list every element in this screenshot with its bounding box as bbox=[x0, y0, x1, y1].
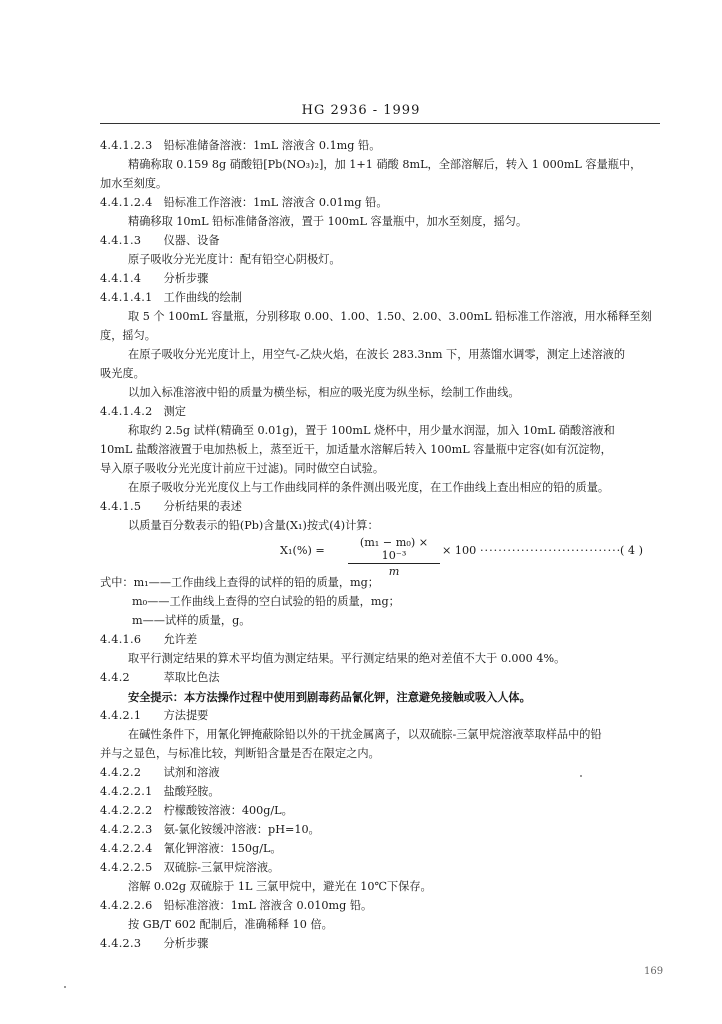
clause-4-4-1-6 bbox=[100, 632, 722, 648]
clause-title: 允许差 bbox=[163, 633, 198, 646]
clause-title: 氨-氯化铵缓冲溶液：pH=10。 bbox=[163, 823, 320, 836]
paragraph-line: 取 5 个 100mL 容量瓶，分别移取 0.00、1.00、1.50、2.00、3.00mL 铅标准工作溶液，用水稀释至刻 bbox=[128, 310, 652, 323]
clause-number: 4.4.2.2.5 bbox=[100, 861, 153, 874]
clause-number: 4.4.1.3 bbox=[100, 234, 142, 247]
paragraph-line: 取平行测定结果的算术平均值为测定结果。平行测定结果的绝对差值不大于 0.000 4%。 bbox=[128, 652, 566, 665]
paragraph-line: 10mL 盐酸溶液置于电加热板上，蒸至近干，加适量水溶解后转入 100mL 容量瓶中定容(如有沉淀物， bbox=[100, 443, 612, 456]
clause-number: 4.4.2.3 bbox=[100, 937, 142, 950]
clause-title: 氰化钾溶液：150g/L。 bbox=[163, 842, 282, 855]
clause-4-4-2-2-5 bbox=[100, 860, 722, 876]
variable-definition: 式中：m₁——工作曲线上查得的试样的铅的质量，mg； bbox=[100, 576, 379, 589]
paragraph-line: 溶解 0.02g 双硫腙于 1L 三氯甲烷中，避光在 10℃下保存。 bbox=[128, 880, 432, 893]
clause-number: 4.4.2.2.1 bbox=[100, 785, 153, 798]
clause-title: 铅标准储备溶液：1mL 溶液含 0.1mg 铅。 bbox=[163, 139, 381, 152]
clause-title: 铅标准工作溶液：1mL 溶液含 0.01mg 铅。 bbox=[163, 196, 388, 209]
paragraph-line: 按 GB/T 602 配制后，准确稀释 10 倍。 bbox=[128, 918, 333, 931]
clause-number: 4.4.2.2.4 bbox=[100, 842, 153, 855]
clause-title: 萃取比色法 bbox=[163, 671, 220, 684]
clause-number: 4.4.2.2 bbox=[100, 766, 142, 779]
scan-speck bbox=[580, 775, 582, 777]
safety-notice: 安全提示：本方法操作过程中使用到剧毒药品氰化钾，注意避免接触或吸入人体。 bbox=[128, 690, 531, 704]
clause-4-4-1-3 bbox=[100, 233, 722, 249]
clause-number: 4.4.2.2.3 bbox=[100, 823, 153, 836]
variable-definition: m₀——工作曲线上查得的空白试验的铅的质量，mg； bbox=[132, 595, 400, 608]
clause-4-4-2-2-3 bbox=[100, 822, 722, 838]
paragraph-line: 精确称取 0.159 8g 硝酸铅[Pb(NO₃)₂]，加 1+1 硝酸 8mL，全部溶解后，转入 1 000mL 容量瓶中， bbox=[128, 158, 642, 171]
clause-4-4-2 bbox=[100, 670, 722, 686]
variable-definition: m——试样的质量，g。 bbox=[132, 614, 251, 627]
paragraph-line: 精确移取 10mL 铅标准储备溶液，置于 100mL 容量瓶中，加水至刻度，摇匀。 bbox=[128, 215, 528, 228]
equation-number: ( 4 ) bbox=[620, 544, 643, 557]
paragraph-line: 在碱性条件下，用氰化钾掩蔽除铅以外的干扰金属离子，以双硫腙-三氯甲烷溶液萃取样品中的铅 bbox=[128, 728, 602, 741]
paragraph-line: 在原子吸收分光光度计上，用空气-乙炔火焰，在波长 283.3nm 下，用蒸馏水调零，测定上述溶液的 bbox=[128, 348, 626, 361]
clause-4-4-1-4-2 bbox=[100, 404, 722, 420]
clause-number: 4.4.1.2.3 bbox=[100, 139, 153, 152]
formula-numerator: (m₁ − m₀) × 10⁻³ bbox=[348, 536, 440, 564]
formula-lhs: X₁(%) = bbox=[280, 544, 325, 557]
clause-title: 仪器、设备 bbox=[163, 234, 220, 247]
clause-title: 方法提要 bbox=[163, 709, 209, 722]
formula-leader-dots: ······························· bbox=[480, 544, 622, 557]
clause-4-4-1-2-3 bbox=[100, 138, 722, 154]
clause-number: 4.4.1.2.4 bbox=[100, 196, 153, 209]
scan-speck bbox=[64, 986, 66, 988]
clause-title: 铅标准溶液：1mL 溶液含 0.010mg 铅。 bbox=[163, 899, 373, 912]
header-rule bbox=[100, 123, 660, 124]
paragraph-line: 加水至刻度。 bbox=[100, 177, 168, 190]
clause-4-4-2-2-1 bbox=[100, 784, 722, 800]
clause-4-4-2-2-2 bbox=[100, 803, 722, 819]
clause-title: 盐酸羟胺。 bbox=[163, 785, 220, 798]
clause-4-4-2-1 bbox=[100, 708, 722, 724]
page-number: 169 bbox=[644, 966, 664, 977]
clause-number: 4.4.1.4 bbox=[100, 272, 142, 285]
paragraph-line: 以质量百分数表示的铅(Pb)含量(X₁)按式(4)计算： bbox=[128, 519, 379, 532]
paragraph-line: 吸光度。 bbox=[100, 367, 145, 380]
paragraph-line: 并与之显色，与标准比较，判断铅含量是否在限定之内。 bbox=[100, 747, 380, 760]
formula-rhs: × 100 bbox=[442, 544, 477, 557]
clause-number: 4.4.2.2.2 bbox=[100, 804, 153, 817]
clause-title: 试剂和溶液 bbox=[163, 766, 220, 779]
clause-title: 分析结果的表述 bbox=[163, 500, 242, 513]
paragraph-line: 在原子吸收分光光度仪上与工作曲线同样的条件测出吸光度，在工作曲线上查出相应的铅的质量。 bbox=[128, 481, 610, 494]
paragraph-line: 导入原子吸收分光光度计前应干过滤)。同时做空白试验。 bbox=[100, 462, 385, 475]
paragraph-line: 称取约 2.5g 试样(精确至 0.01g)，置于 100mL 烧杯中，用少量水润湿，加入 10mL 硝酸溶液和 bbox=[128, 424, 615, 437]
clause-number: 4.4.2 bbox=[100, 671, 130, 684]
clause-number: 4.4.2.1 bbox=[100, 709, 142, 722]
clause-title: 分析步骤 bbox=[163, 937, 209, 950]
clause-4-4-1-5 bbox=[100, 499, 722, 515]
clause-4-4-2-3 bbox=[100, 936, 722, 952]
clause-number: 4.4.1.5 bbox=[100, 500, 142, 513]
clause-title: 工作曲线的绘制 bbox=[163, 291, 242, 304]
clause-title: 双硫腙-三氯甲烷溶液。 bbox=[163, 861, 280, 874]
clause-number: 4.4.1.4.1 bbox=[100, 291, 153, 304]
clause-4-4-1-4 bbox=[100, 271, 722, 287]
clause-4-4-1-2-4 bbox=[100, 195, 722, 211]
paragraph-line: 以加入标准溶液中铅的质量为横坐标，相应的吸光度为纵坐标，绘制工作曲线。 bbox=[128, 386, 520, 399]
clause-4-4-2-2 bbox=[100, 765, 722, 781]
formula-denominator: m bbox=[388, 565, 400, 578]
standard-code-header: HG 2936 - 1999 bbox=[301, 103, 421, 118]
formula-fraction bbox=[348, 536, 440, 578]
clause-title: 分析步骤 bbox=[163, 272, 209, 285]
clause-number: 4.4.2.2.6 bbox=[100, 899, 153, 912]
clause-number: 4.4.1.6 bbox=[100, 633, 142, 646]
clause-number: 4.4.1.4.2 bbox=[100, 405, 153, 418]
clause-4-4-2-2-6 bbox=[100, 898, 722, 914]
paragraph-line: 度，摇匀。 bbox=[100, 329, 156, 342]
paragraph-line: 原子吸收分光光度计：配有铅空心阴极灯。 bbox=[128, 253, 341, 266]
clause-4-4-2-2-4 bbox=[100, 841, 722, 857]
formula-4 bbox=[280, 536, 660, 578]
clause-title: 测定 bbox=[163, 405, 186, 418]
clause-4-4-1-4-1 bbox=[100, 290, 722, 306]
clause-title: 柠檬酸铵溶液：400g/L。 bbox=[163, 804, 293, 817]
